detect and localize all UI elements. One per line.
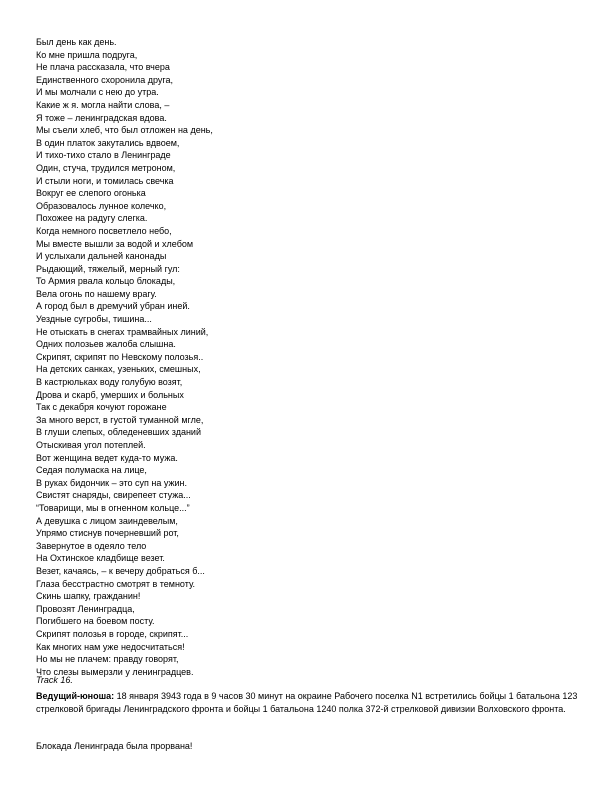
- poem-line: Но мы не плачем: правду говорят,: [36, 654, 179, 665]
- poem-line: Провозят Ленинградца,: [36, 603, 135, 614]
- poem-line: Образовалось лунное колечко,: [36, 200, 167, 211]
- poem-line: Похожее на радугу слегка.: [36, 213, 148, 224]
- poem-line: “Товарищи, мы в огненном кольце...”: [36, 502, 190, 513]
- poem-line: Одних полозьев жалоба слышна.: [36, 339, 176, 350]
- poem-line: Единственного схоронила друга,: [36, 74, 174, 85]
- poem-line: Погибшего на боевом посту.: [36, 616, 155, 627]
- poem-line: В один платок закутались вдвоем,: [36, 137, 180, 148]
- poem-line: Какие ж я. могла найти слова, –: [36, 99, 170, 110]
- poem-line: Завернутое в одеяло тело: [36, 540, 147, 551]
- poem-line: Рыдающий, тяжелый, мерный гул:: [36, 263, 180, 274]
- poem-line: Свистят снаряды, свирепеет стужа...: [36, 490, 191, 501]
- poem-line: Так с декабря кочуют горожане: [36, 402, 167, 413]
- poem-line: Был день как день.: [36, 37, 117, 47]
- poem-line: В глуши слепых, обледеневших зданий: [36, 427, 201, 438]
- poem-line: А город был в дремучий убран иней.: [36, 301, 190, 312]
- poem-line: Седая полумаска на лице,: [36, 465, 147, 476]
- poem-line: Вела огонь по нашему врагу.: [36, 288, 157, 299]
- poem-line: Мы вместе вышли за водой и хлебом: [36, 238, 194, 249]
- poem-line: Вокруг ее слепого огонька: [36, 188, 146, 199]
- poem-line: Глаза бесстрастно смотрят в темноту.: [36, 578, 196, 589]
- track-label: Track 16.: [36, 675, 73, 685]
- poem-line: За много верст, в густой туманной мгле,: [36, 414, 204, 425]
- poem-line: Вот женщина ведет куда-то мужа.: [36, 452, 178, 463]
- poem-line: Когда немного посветлело небо,: [36, 225, 172, 236]
- poem-line: Что слезы вымерзли у ленинградцев.: [36, 666, 194, 677]
- poem-line: На Охтинское кладбище везет.: [36, 553, 165, 564]
- poem-line: Уездные сугробы, тишина...: [36, 314, 152, 325]
- poem-line: Скрипят, скрипят по Невскому полозья..: [36, 351, 204, 362]
- poem-line: Упрямо стиснув почерневший рот,: [36, 528, 179, 539]
- poem-line: Мы съели хлеб, что был отложен на день,: [36, 125, 213, 136]
- poem-line: Как многих нам уже недосчитаться!: [36, 641, 185, 652]
- poem-line: Я тоже – ленинградская вдова.: [36, 112, 167, 123]
- poem-line: Один, стуча, трудился метроном,: [36, 162, 176, 173]
- poem-line: И услыхали дальней канонады: [36, 251, 167, 262]
- poem-line: И тихо-тихо стало в Ленинграде: [36, 150, 171, 161]
- poem-line: Ко мне пришла подруга,: [36, 49, 138, 60]
- poem-line: То Армия рвала кольцо блокады,: [36, 276, 176, 287]
- poem-line: Скинь шапку, гражданин!: [36, 591, 141, 602]
- poem-line: В кастрюльках воду голубую возят,: [36, 377, 183, 388]
- final-statement: Блокада Ленинграда была прорвана!: [36, 741, 193, 751]
- poem-line: Не плача рассказала, что вчера: [36, 62, 170, 73]
- poem-line: Отыскивая угол потеплей.: [36, 440, 146, 450]
- poem-line: Везет, качаясь, – к вечеру добраться б...: [36, 565, 205, 576]
- poem-line: На детских санках, узеньких, смешных,: [36, 364, 201, 375]
- poem-line: А девушка с лицом заиндевелым,: [36, 515, 178, 526]
- poem-line: И стыли ноги, и томилась свечка: [36, 175, 174, 186]
- poem: [36, 36, 576, 678]
- speaker-label: Ведущий-юноша:: [36, 691, 115, 701]
- narration-text: 18 января 3943 года в 9 часов 30 минут на окраине Рабочего поселка N1 встретились бойцы 1 батальона 123 стрелковой бригады Ленинградского фронта и бойцы 1 батальона 1240 полка 372-й стрелковой дивизии Волховского фронта.: [36, 691, 578, 714]
- poem-line: Дрова и скарб, умерших и больных: [36, 389, 184, 400]
- poem-line: И мы молчали с нею до утра.: [36, 87, 159, 98]
- narration-paragraph: [36, 690, 580, 715]
- poem-line: Не отыскать в снегах трамвайных линий,: [36, 326, 209, 337]
- poem-line: Скрипят полозья в городе, скрипят...: [36, 628, 189, 639]
- poem-line: В руках бидончик – это суп на ужин.: [36, 477, 188, 488]
